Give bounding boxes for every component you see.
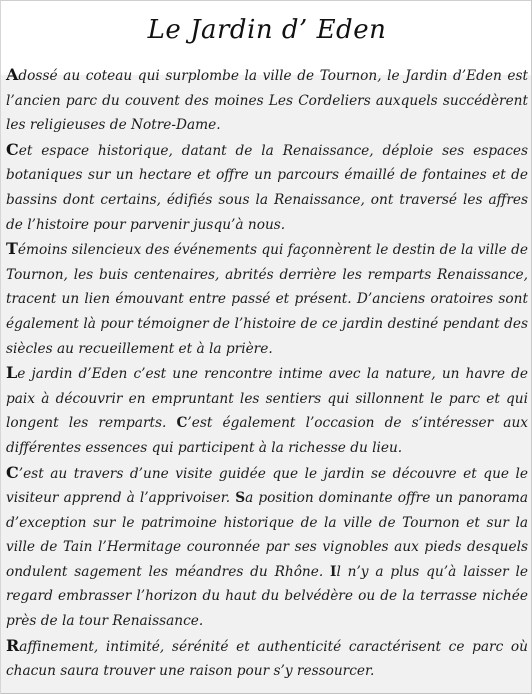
drop-cap: A [6,65,19,84]
paragraph-2 [6,138,528,237]
paragraph-6 [6,634,528,684]
inline-cap: S [235,490,246,507]
paragraph-text: e jardin d’Eden c’est une rencontre intime avec la nature, un havre de paix à découvrir en empruntant les sentiers qui sillonnent le parc et qui longent les remparts. [6,366,528,432]
paragraph-3 [6,237,528,361]
body-text [1,63,532,684]
inline-cap: C [176,415,188,432]
drop-cap: R [6,635,20,655]
page-title: Le Jardin d’ Eden [147,15,387,45]
drop-cap: C [6,139,19,159]
paragraph-text: l n’y a plus qu’à laisser le regard embrasser l’horizon du haut du belvédère ou de la terrasse nichée près de la tour Renaissance. [6,563,528,630]
paragraph-text: ’est au travers d’une visite guidée que le jardin se découvre et que le visiteur apprend à l’apprivoiser. [6,465,528,507]
paragraph-text: a position dominante offre un panorama d’exception sur le patrimoine historique de la ville de Tournon et sur la ville de Tain l’Hermitage couronnée par ses vignobles aux pieds desquels ondulent sagement les méandres du Rhône. [6,490,528,580]
drop-cap: C [6,462,19,482]
paragraph-4 [6,361,528,460]
inline-cap: I [330,563,337,580]
paragraph-1 [6,63,528,138]
paragraph-text: ’est également l’occasion de s’intéresser aux différentes essences qui participent à la richesse du lieu. [6,415,528,456]
paragraph-text: dossé au coteau qui surplombe la ville de Tournon, le Jardin d’Eden est l’ancien parc du couvent des moines Les Cordeliers auxquels succédèrent les religieuses de Notre-Dame. [6,68,528,134]
paragraph-5 [6,461,528,634]
paragraph-text: affinement, intimité, sérénité et authenticité caractérisent ce parc où chacun saura trouver une raison pour s’y ressourcer. [6,638,528,680]
paragraph-text: émoins silencieux des événements qui façonnèrent le destin de la ville de Tournon, les buis centenaires, abrités derrière les remparts Renaissance, tracent un lien émouvant entre passé et présent. D’anciens oratoires sont également là pour témoigner de l’histoire de ce jardin destiné pendant des siècles au recueillement et à la prière. [6,242,528,357]
paragraph-text: et espace historique, datant de la Renaissance, déploie ses espaces botaniques sur un hectare et offre un parcours émaillé de fontaines et de bassins dont certains, édifiés sous la Renaissance, ont traversé les affres de l’histoire pour parvenir jusqu’à nous. [6,142,528,233]
drop-cap: L [6,363,18,383]
drop-cap: T [6,239,18,259]
